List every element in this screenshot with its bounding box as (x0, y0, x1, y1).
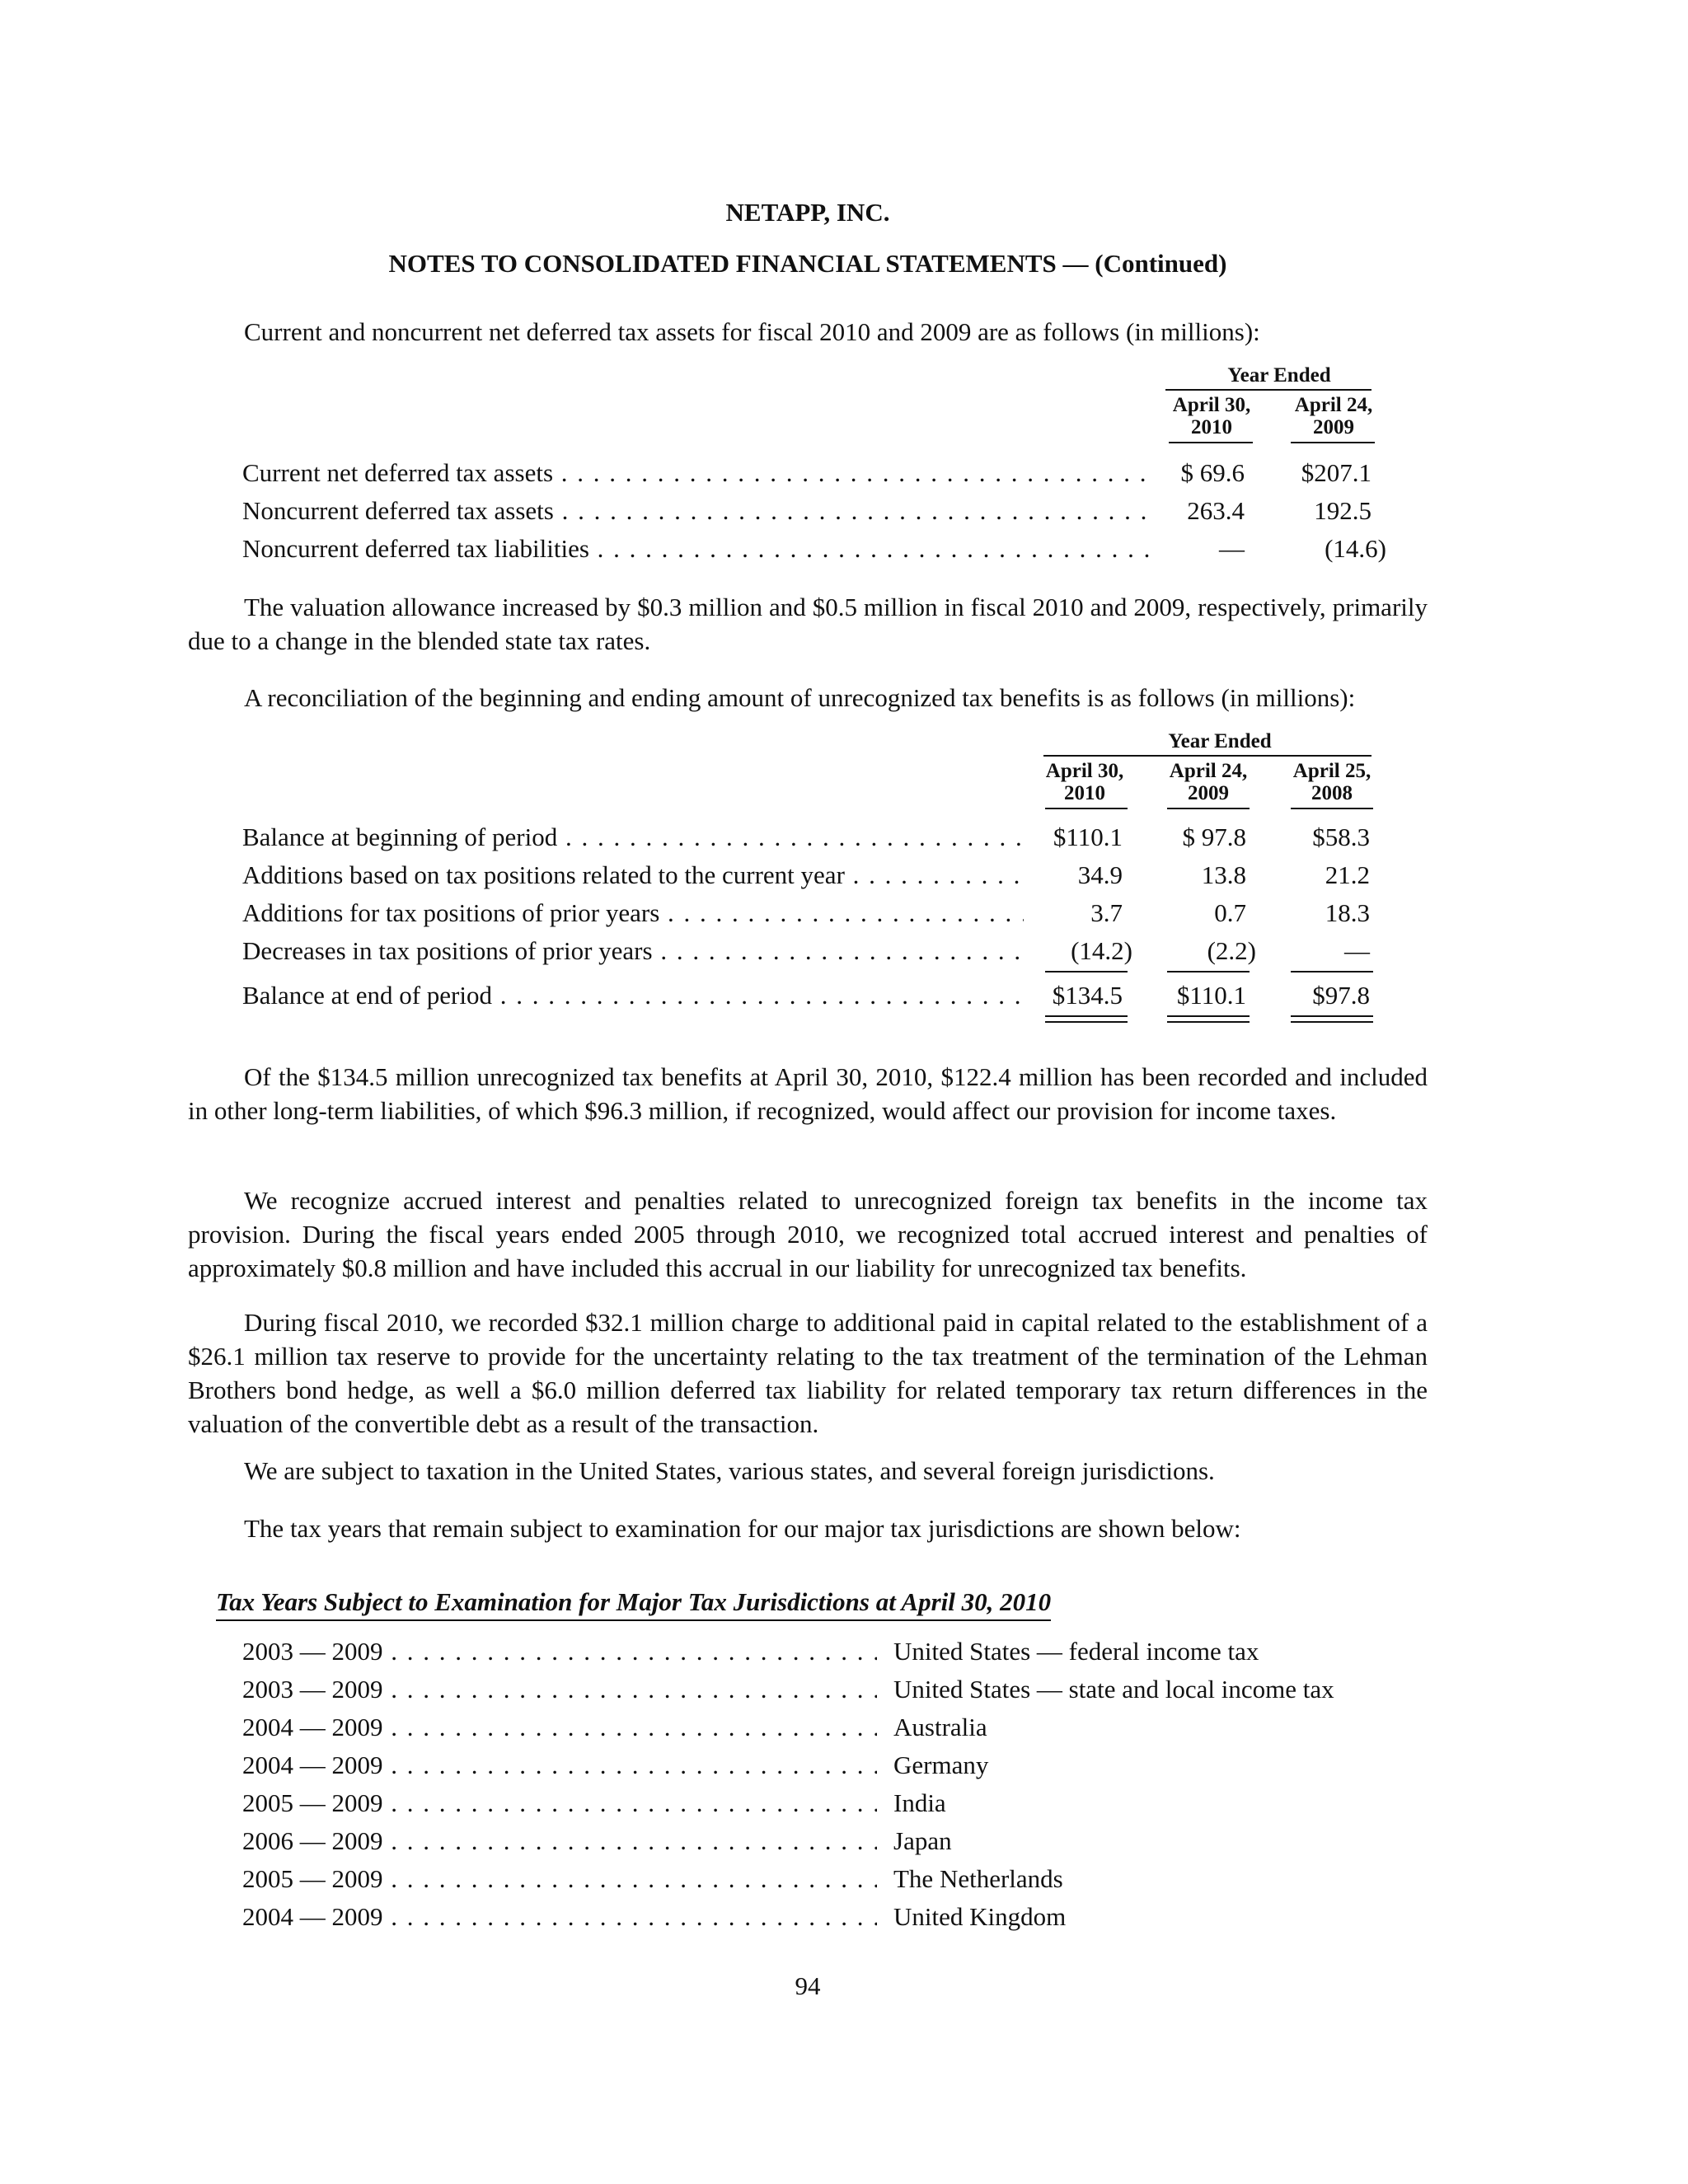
jurisdiction-name: Australia (893, 1713, 987, 1741)
years-label: 2004 — 2009 . . . (242, 1902, 877, 1932)
table-row (242, 1864, 1396, 1900)
years-label: 2004 — 2009 . . . (242, 1713, 877, 1742)
row-value-2010: 3.7 (1090, 898, 1123, 927)
row-label: Additions based on tax positions related to the current year . . . (242, 860, 1024, 890)
table2-col2-header (1159, 760, 1258, 804)
row-value-2010: 263.4 (1187, 496, 1245, 525)
table-row (242, 1826, 1396, 1863)
row-value-2010: $110.1 (1053, 823, 1123, 851)
unrecognized-benefits-paragraph: Of the $134.5 million unrecognized tax benefits at April 30, 2010, $122.4 million has been recorded and included in other long-term liabilities, of which $96.3 million, if recognized, would affect our provision for income taxes. (188, 1062, 1428, 1125)
table1-col1-line1: April 30, (1172, 394, 1251, 416)
taxation-paragraph: We are subject to taxation in the United States, various states, and several foreign jurisdictions. (244, 1456, 1215, 1485)
valuation-allowance-paragraph: The valuation allowance increased by $0.3 million and $0.5 million in fiscal 2010 and 2009, respectively, primarily due to a change in the blended state tax rates. (188, 593, 1428, 655)
row-value-2009: 13.8 (1201, 860, 1246, 889)
table2-col1-rule (1045, 808, 1128, 809)
row-value-2008: — (1344, 936, 1370, 965)
table-row (242, 1788, 1396, 1825)
reconciliation-intro: A reconciliation of the beginning and ending amount of unrecognized tax benefits is as follows (in millions): (244, 683, 1356, 712)
row-label: Decreases in tax positions of prior years . . . (242, 936, 1024, 966)
row-value-2009: (2.2) (1207, 936, 1256, 965)
row-label: Noncurrent deferred tax liabilities . . . (242, 534, 1149, 564)
table2-col3-line2: 2008 (1311, 782, 1353, 804)
jurisdictions-title: Tax Years Subject to Examination for Major Tax Jurisdictions at April 30, 2010 (216, 1587, 1051, 1621)
table2-col2-line2: 2009 (1188, 782, 1229, 804)
row-label: Balance at beginning of period . . . (242, 823, 1024, 852)
row-value-2010: — (1219, 534, 1245, 563)
table1-group-header: Year Ended (1227, 364, 1331, 387)
row-value-2008: 21.2 (1325, 860, 1370, 889)
table-row (242, 823, 1396, 859)
page-subtitle: NOTES TO CONSOLIDATED FINANCIAL STATEMENTS — (Continued) (388, 249, 1227, 278)
table-row (242, 860, 1396, 897)
table-row (242, 936, 1396, 972)
table2-col3-line1: April 25, (1292, 760, 1372, 782)
table1-col1-rule (1169, 442, 1253, 443)
table2-col3-header (1282, 760, 1381, 804)
subtotal-rule-2010 (1045, 971, 1128, 972)
subtotal-rule-2008 (1291, 971, 1373, 972)
table1-col2-line2: 2009 (1313, 416, 1354, 438)
subtotal-rule-2009 (1167, 971, 1250, 972)
interest-penalties-paragraph: We recognize accrued interest and penalties related to unrecognized foreign tax benefits in the income tax provision. During the fiscal years ended 2005 through 2010, we recognized total accrued interest and penalties of approximately $0.8 million and have included this accrual in our liability for unrecognized tax benefits. (188, 1186, 1428, 1282)
jurisdiction-name: Germany (893, 1750, 989, 1779)
table1-col1-header (1162, 394, 1261, 438)
years-label: 2004 — 2009 . . . (242, 1750, 877, 1780)
row-value-2009: $110.1 (1176, 981, 1246, 1010)
company-name: NETAPP, INC. (725, 198, 890, 227)
table1-group-rule (1165, 389, 1372, 391)
table1-col1-line2: 2010 (1191, 416, 1232, 438)
table2-col1-line1: April 30, (1045, 760, 1124, 782)
row-label: Additions for tax positions of prior years . . . (242, 898, 1024, 928)
table2-col2-line1: April 24, (1169, 760, 1248, 782)
total-double-rule-2010 (1045, 1015, 1128, 1023)
table-row (242, 1902, 1396, 1938)
table-row (242, 458, 1396, 494)
row-label: Noncurrent deferred tax assets . . . (242, 496, 1149, 526)
row-value-2009: $ 97.8 (1182, 823, 1246, 851)
jurisdiction-name: The Netherlands (893, 1864, 1063, 1893)
row-value-2009: (14.6) (1325, 534, 1386, 563)
table1-col2-rule (1291, 442, 1375, 443)
table-row (242, 534, 1396, 570)
row-value-2010: (14.2) (1071, 936, 1132, 965)
total-double-rule-2008 (1291, 1015, 1373, 1023)
table1-col2-header (1284, 394, 1383, 438)
page-number: 94 (795, 1971, 821, 2000)
jurisdiction-name: Japan (893, 1826, 952, 1855)
table-row (242, 1750, 1396, 1787)
row-value-2009: 192.5 (1314, 496, 1372, 525)
jurisdiction-name: United Kingdom (893, 1902, 1067, 1931)
table2-col3-rule (1291, 808, 1373, 809)
row-value-2008: $58.3 (1312, 823, 1370, 851)
tax-years-intro: The tax years that remain subject to examination for our major tax jurisdictions are shown below: (244, 1514, 1241, 1543)
jurisdiction-name: United States — state and local income tax (893, 1675, 1334, 1704)
row-value-2008: $97.8 (1312, 981, 1370, 1010)
row-value-2010: $ 69.6 (1180, 458, 1245, 487)
deferred-tax-intro: Current and noncurrent net deferred tax assets for fiscal 2010 and 2009 are as follows (in millions): (244, 317, 1260, 346)
years-label: 2005 — 2009 . . . (242, 1788, 877, 1818)
row-label: Current net deferred tax assets . . . (242, 458, 1149, 488)
table-row (242, 1637, 1396, 1673)
row-value-2008: 18.3 (1325, 898, 1370, 927)
row-value-2009: 0.7 (1214, 898, 1246, 927)
years-label: 2003 — 2009 . . . (242, 1675, 877, 1704)
table-row (242, 1713, 1396, 1749)
table1-col2-line1: April 24, (1294, 394, 1373, 416)
table2-col1-header (1035, 760, 1134, 804)
table-row (242, 1675, 1396, 1711)
lehman-paragraph: During fiscal 2010, we recorded $32.1 million charge to additional paid in capital related to the establishment of a $26.1 million tax reserve to provide for the uncertainty relating to the tax treatment of the termination of the Lehman Brothers bond hedge, as well a $6.0 million deferred tax liability for related temporary tax return differences in the valuation of the convertible debt as a result of the transaction. (188, 1308, 1428, 1438)
years-label: 2005 — 2009 . . . (242, 1864, 877, 1894)
table-row (242, 981, 1396, 1017)
table-row (242, 898, 1396, 935)
table-row (242, 496, 1396, 532)
table2-group-rule (1043, 755, 1372, 757)
years-label: 2006 — 2009 . . . (242, 1826, 877, 1856)
row-label: Balance at end of period . . . (242, 981, 1024, 1010)
jurisdiction-name: India (893, 1788, 946, 1817)
table2-col2-rule (1167, 808, 1250, 809)
row-value-2009: $207.1 (1301, 458, 1372, 487)
row-value-2010: 34.9 (1077, 860, 1123, 889)
years-label: 2003 — 2009 . . . (242, 1637, 877, 1666)
jurisdiction-name: United States — federal income tax (893, 1637, 1259, 1666)
total-double-rule-2009 (1167, 1015, 1250, 1023)
table2-group-header: Year Ended (1168, 730, 1272, 752)
row-value-2010: $134.5 (1052, 981, 1123, 1010)
table2-col1-line2: 2010 (1064, 782, 1105, 804)
